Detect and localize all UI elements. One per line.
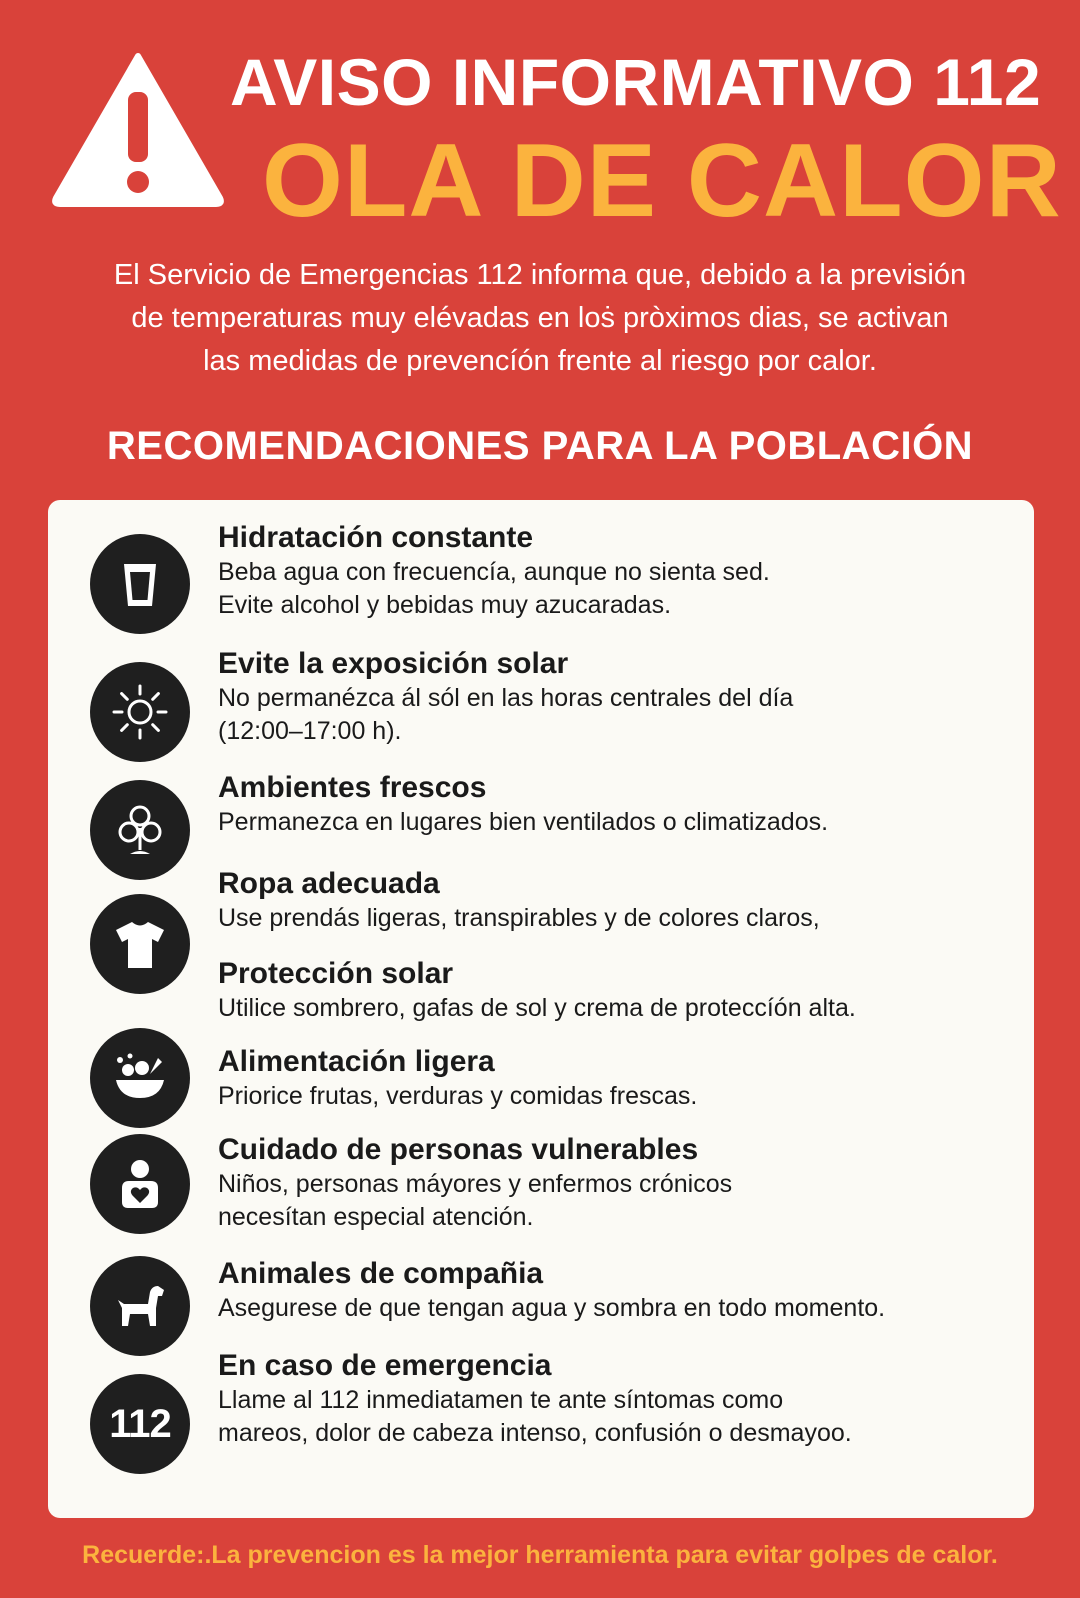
recommendation-text: necesítan especial atención.	[218, 1203, 534, 1231]
recommendation-text: Utilice sombrero, gafas de sol y crema de proteccíón alta.	[218, 994, 856, 1022]
recommendation-text: Permanezca en lugares bien ventilados o climatizados.	[218, 808, 829, 836]
recommendation-title: Cuidado de personas vulnerables	[218, 1133, 699, 1166]
page-title: AVISO INFORMATIVO 112	[230, 45, 1042, 119]
dog-icon	[90, 1256, 190, 1356]
intro-paragraph	[40, 254, 1040, 383]
recommendation-title: En caso de emergencia	[218, 1349, 552, 1382]
recommendation-title: Evite la exposición solar	[218, 647, 569, 680]
fan-icon	[90, 780, 190, 880]
tshirt-icon	[90, 894, 190, 994]
warning-triangle-icon	[48, 48, 228, 208]
recommendation-text: Llame al 112 inmediatamen te ante síntomas como	[218, 1386, 784, 1414]
recommendation-title: Hidratación constante	[218, 521, 534, 554]
intro-line: las medidas de prevencíón frente al riesgo por calor.	[203, 345, 877, 377]
recommendations-card	[48, 500, 1034, 1518]
food-bowl-icon	[90, 1028, 190, 1128]
112-badge-icon	[90, 1374, 190, 1474]
glass-icon	[90, 534, 190, 634]
recommendation-text: No permanézca ál sól en las horas centrales del día	[218, 684, 794, 712]
recommendation-text: Evite alcohol y bebidas muy azucaradas.	[218, 591, 672, 619]
intro-line: El Servicio de Emergencias 112 informa que, debido a la previsión	[113, 259, 967, 291]
person-heart-icon	[90, 1134, 190, 1234]
page-subtitle: OLA DE CALOR	[262, 123, 1062, 239]
recommendation-title: Ropa adecuada	[218, 867, 440, 900]
recommendation-text: Use prendás ligeras, transpirables y de colores claros,	[218, 904, 820, 932]
recommendation-title: Ambientes frescos	[218, 771, 487, 804]
recommendation-title: Animales de compañia	[218, 1257, 544, 1290]
footer-reminder: Recuerde:.La prevencion es la mejor herramienta para evitar golpes de calor.	[82, 1541, 998, 1569]
recommendation-title: Alimentación ligera	[218, 1045, 495, 1078]
emergency-number: 112	[109, 1401, 171, 1446]
intro-line: de temperaturas muy elévadas en loṡ pròximos dias, se activan	[131, 302, 949, 334]
recommendation-text: Beba agua con frecuencía, aunque no sienta sed.	[218, 558, 770, 586]
sun-icon	[90, 662, 190, 762]
recommendation-text: Priorice frutas, verduras y comidas frescas.	[218, 1082, 698, 1110]
section-title: RECOMENDACIONES PARA LA POBLACIÓN	[106, 424, 974, 468]
recommendation-title: Protección solar	[218, 957, 454, 990]
recommendation-text: Asegurese de que tengan agua y sombra en todo momento.	[218, 1294, 886, 1322]
recommendation-text: Niños, personas máyores y enfermos crónicos	[218, 1170, 733, 1198]
recommendation-text: mareos, dolor de cabeza intenso, confusión o desmayoo.	[218, 1419, 852, 1447]
recommendation-text: (12:00–17:00 h).	[218, 717, 402, 745]
